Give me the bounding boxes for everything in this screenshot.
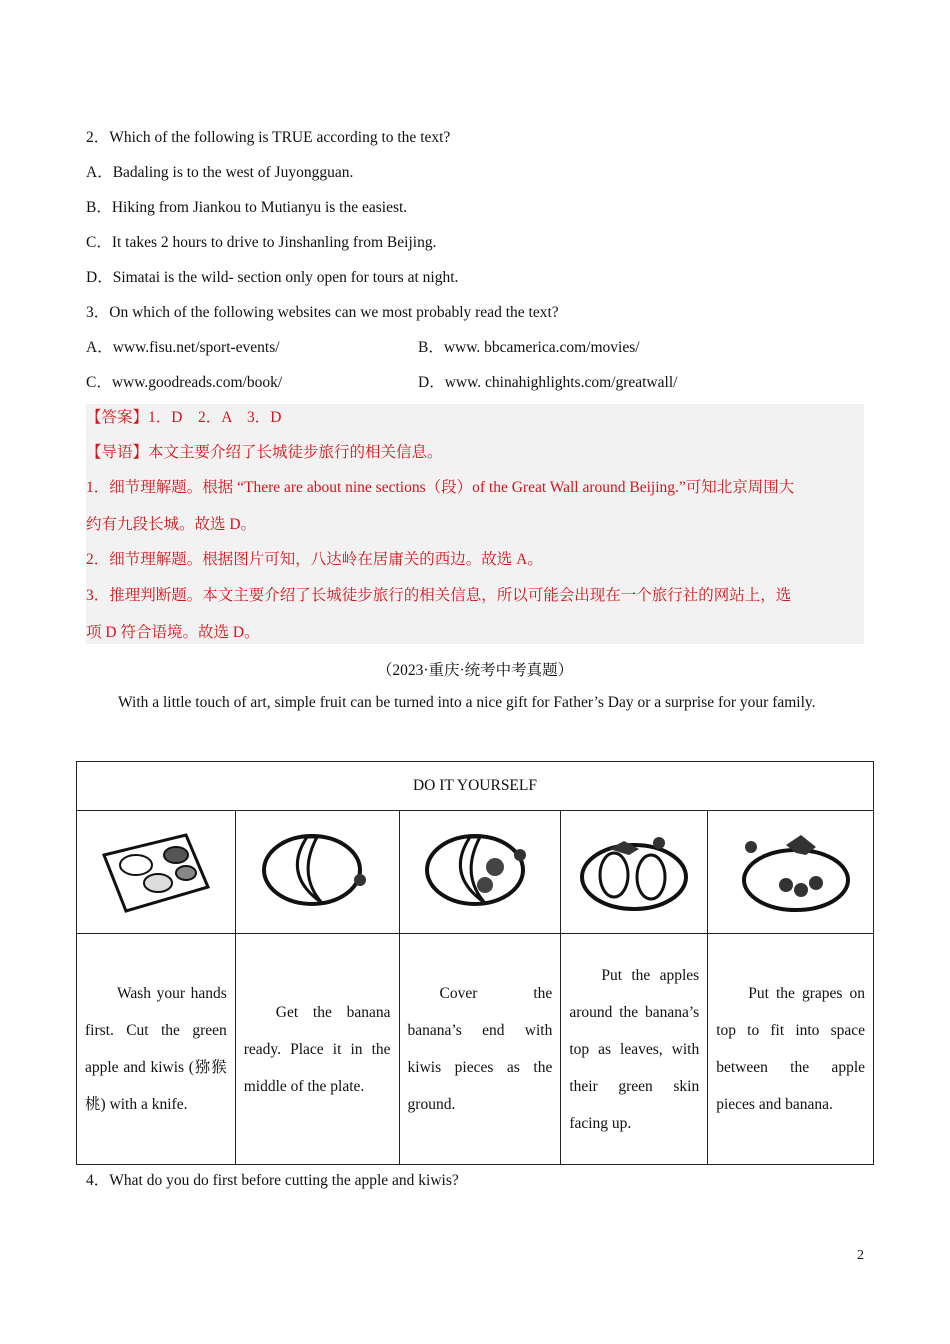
q2-option-b: B．Hiking from Jiankou to Mutianyu is the easiest. (86, 199, 408, 216)
q2-option-c: C．It takes 2 hours to drive to Jinshanling from Beijing. (86, 234, 437, 251)
step-3-image (399, 811, 561, 934)
q3-option-a: A．www.fisu.net/sport-events/ (86, 339, 280, 356)
page-number: 2 (857, 1248, 864, 1263)
step-2-text: Get the banana ready. Place it in the middle of the plate. (235, 934, 399, 1165)
q3-option-d: D．www. chinahighlights.com/greatwall/ (418, 374, 678, 391)
explanation-1-line-2: 约有九段长城。故选 D。 (86, 516, 257, 533)
q2-option-d: D．Simatai is the wild- section only open for tours at night. (86, 269, 459, 286)
banana-kiwi-plate-image (415, 825, 545, 915)
step-3-text: Cover the banana’s end with kiwis pieces as the ground. (399, 934, 561, 1165)
step-4-image (561, 811, 708, 934)
explanation-2: 2．细节理解题。根据图片可知，八达岭在居庸关的西边。故选 A。 (86, 551, 543, 568)
explanation-1-line-1: 1．细节理解题。根据 “There are about nine sections（段）of the Great Wall around Beijing.”可知北京周围大 (86, 479, 795, 496)
apple-leaves-plate-image (569, 825, 699, 915)
step-1-image (77, 811, 236, 934)
q3-stem: 3．On which of the following websites can we most probably read the text? (86, 304, 559, 321)
fruit-cutting-board-image (96, 825, 216, 915)
q2-stem: 2．Which of the following is TRUE according to the text? (86, 129, 451, 146)
q4-stem: 4．What do you do first before cutting the apple and kiwis? (86, 1172, 459, 1189)
q3-option-b: B．www. bbcamerica.com/movies/ (418, 339, 640, 356)
step-4-text: Put the apples around the banana’s top as leaves, with their green skin facing up. (561, 934, 708, 1165)
grapes-plate-image (726, 825, 856, 915)
q3-option-c: C．www.goodreads.com/book/ (86, 374, 283, 391)
table-header: DO IT YOURSELF (77, 762, 874, 811)
intro-paragraph: With a little touch of art, simple fruit can be turned into a nice gift for Father’s Day or a surprise for your family. (118, 694, 816, 711)
explanation-3-line-2: 项 D 符合语境。故选 D。 (86, 624, 260, 641)
explanation-3-line-1: 3．推理判断题。本文主要介绍了长城徒步旅行的相关信息，所以可能会出现在一个旅行社的网站上，选 (86, 587, 792, 604)
diy-table (76, 761, 874, 1165)
step-5-text: Put the grapes on top to fit into space between the apple pieces and banana. (708, 934, 874, 1165)
banana-on-plate-image (252, 825, 382, 915)
step-5-image (708, 811, 874, 934)
source-label: （2023·重庆·统考中考真题） (376, 662, 574, 679)
step-1-text: Wash your hands first. Cut the green apple and kiwis (猕猴桃) with a knife. (77, 934, 236, 1165)
q2-option-a: A．Badaling is to the west of Juyongguan. (86, 164, 354, 181)
step-2-image (235, 811, 399, 934)
answer-key: 【答案】1．D 2．A 3．D (86, 409, 282, 426)
guide-text: 【导语】本文主要介绍了长城徒步旅行的相关信息。 (86, 444, 443, 461)
